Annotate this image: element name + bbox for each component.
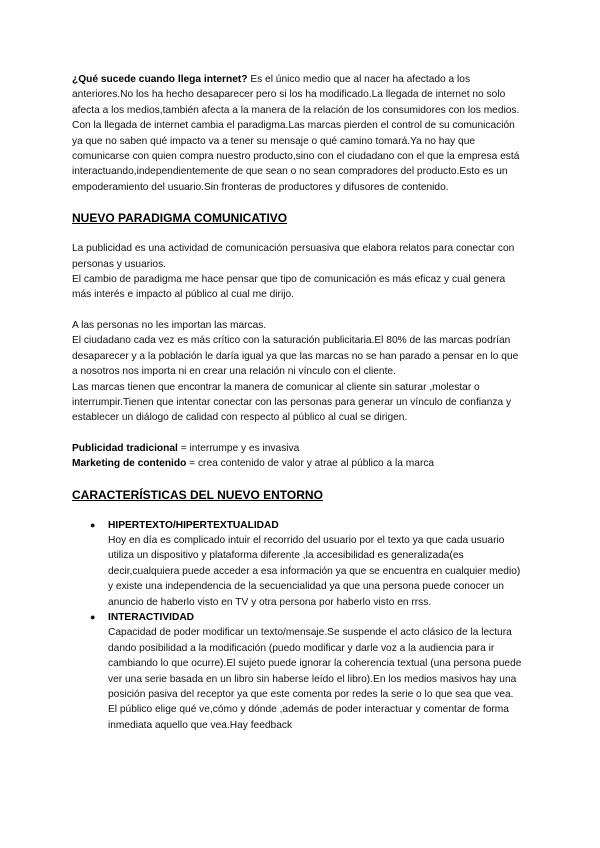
paradigma-paragraph-2: El cambio de paradigma me hace pensar que tipo de comunicación es más eficaz y cual genera más interés e impacto al público al cual me dirijo. xyxy=(72,274,506,301)
section-heading-caracteristicas: CARACTERÍSTICAS DEL NUEVO ENTORNO xyxy=(72,487,323,502)
definition-label: Marketing de contenido xyxy=(72,458,187,470)
list-item xyxy=(72,518,522,610)
list-item-text: Capacidad de poder modificar un texto/mensaje.Se suspende el acto clásico de la lectura dando posibilidad a la modificación (puedo modificar y darle voz a la audiencia para ir cambiando lo que ocurre).El sujeto puede ignorar la coherencia textual (una persona puede ver una serie basada en un libro sin haberse leído el libro).En los medios masivos hay una posición pasiva del receptor ya que este comenta por redes la serie o lo que sea que vea. xyxy=(108,627,522,700)
intro-text: Es el único medio que al nacer ha afectado a los anteriores.No los ha hecho desaparecer pero si los ha modificado.La llegada de internet no solo afecta a los medios,también afecta a la manera de la relación de los consumidores con los medios. xyxy=(72,74,520,116)
section-heading-paradigma: NUEVO PARADIGMA COMUNICATIVO xyxy=(72,211,288,226)
paradigma-paragraph-5: Las marcas tienen que encontrar la manera de comunicar al cliente sin saturar ,molestar o interrumpir.Tienen que intentar conectar con las personas para generar un vínculo de confianza y establecer un diálogo de calidad con respecto al público al cual se dirigen. xyxy=(72,381,512,424)
intro-paragraph-2: Con la llegada de internet cambia el paradigma.Las marcas pierden el control de su comunicación ya que no saben qué impacto va a tener su mensaje o qué camino tomará.Ya no hay que comunicarse con quien compra nuestro producto,sino con el ciudadano con el que la empresa está interactuando,independientemente de que sean o no sean compradores del producto.Esto es un empoderamiento del usuario.Sin fronteras de productores y difusores de contenido. xyxy=(72,120,520,193)
bullet-icon: ● xyxy=(90,611,96,622)
list-item-title: HIPERTEXTO/HIPERTEXTUALIDAD xyxy=(108,519,279,531)
intro-paragraph xyxy=(72,72,522,118)
characteristics-list xyxy=(72,518,522,734)
paradigma-paragraph-3: A las personas no les importan las marcas. xyxy=(72,319,267,331)
intro-question: ¿Qué sucede cuando llega internet? xyxy=(72,74,248,85)
definition-marketing xyxy=(72,456,522,471)
document-page xyxy=(72,72,522,733)
definition-text: = crea contenido de valor y atrae al público a la marca xyxy=(186,458,435,470)
bullet-icon: ● xyxy=(90,519,96,530)
definition-text: = interrumpe y es invasiva xyxy=(177,442,300,454)
list-item xyxy=(72,610,522,733)
list-item-title: INTERACTIVIDAD xyxy=(108,611,195,623)
list-item-text-2: El público elige qué ve,cómo y dónde ,además de poder interactuar y comentar de forma inmediata aquello que vea.Hay feedback xyxy=(108,704,509,731)
paradigma-paragraph-4: El ciudadano cada vez es más crítico con la saturación publicitaria.El 80% de las marcas podrían desaparecer y a la población le daría igual ya que las marcas no se han parado a pensar en lo que a nosotros nos importa ni en crear una relación ni vínculo con el cliente. xyxy=(72,335,519,378)
definition-publicidad xyxy=(72,441,522,456)
paradigma-paragraph-1: La publicidad es una actividad de comunicación persuasiva que elabora relatos para conectar con personas y usuarios. xyxy=(72,243,515,270)
list-item-text: Hoy en día es complicado intuir el recorrido del usuario por el texto ya que cada usuario utiliza un dispositivo y plataforma diferente ,la accesibilidad es generalizada(es decir,cualquiera puede acceder a esa información ya que se encuentra en cualquier medio) y existe una independencia de la secuencialidad ya que una persona puede conocer un anuncio de haberlo visto en TV y otra persona por haberlo visto en rrss. xyxy=(108,534,521,608)
definition-label: Publicidad tradicional xyxy=(72,442,178,454)
